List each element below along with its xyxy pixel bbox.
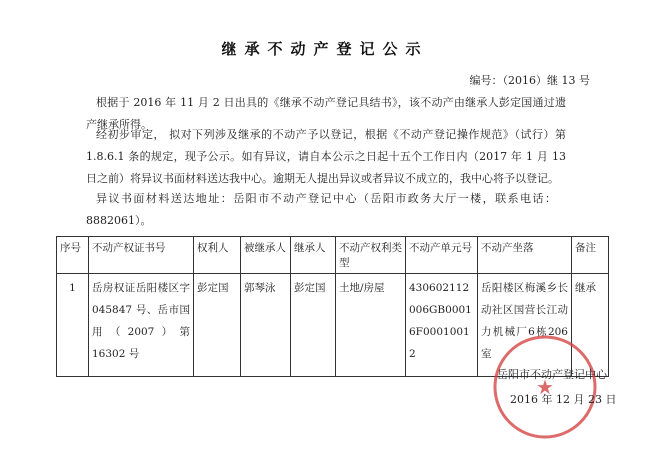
header-location: 不动产坐落 (478, 237, 572, 274)
paragraph-address: 异议书面材料送达地址：岳阳市不动产登记中心（岳阳市政务大厅一楼，联系电话：8882061）。 (86, 192, 556, 227)
cell-right-type: 土地/房屋 (336, 274, 406, 377)
cell-heir: 彭定国 (291, 274, 336, 377)
cell-cert-number: 岳房权证岳阳楼区字 045847 号、岳市国用（2007）第 16302 号 (89, 274, 194, 377)
seal-star: ★ (536, 375, 554, 399)
cell-unit-number: 430602112006GB00016F00010012 (406, 274, 478, 377)
page-title: 继承不动产登记公示 (221, 40, 429, 58)
document-number: 编号：（2016）继 13 号 (469, 74, 590, 87)
cell-remarks: 继承 (572, 274, 609, 377)
issue-date: 2016 年 12 月 23 日 (510, 393, 617, 406)
cell-right-holder: 彭定国 (194, 274, 241, 377)
header-unit-number: 不动产单元号 (406, 237, 478, 274)
header-right-type: 不动产权利类型 (336, 237, 406, 274)
header-index: 序号 (57, 237, 89, 274)
issuer-name: 岳阳市不动产登记中心 (497, 368, 607, 381)
header-decedent: 被继承人 (241, 237, 291, 274)
header-heir: 继承人 (291, 237, 336, 274)
header-cert-number: 不动产权证书号 (89, 237, 194, 274)
cell-decedent: 郭琴泳 (241, 274, 291, 377)
table-header-row (57, 237, 609, 274)
header-remarks: 备注 (572, 237, 609, 274)
cell-location: 岳阳楼区梅溪乡长动社区国营长江动力机械厂6栋206室 (478, 274, 572, 377)
paragraph-basis: 根据于 2016 年 11 月 2 日出具的《继承不动产登记具结书》，该不动产由继承人彭定国通过遗产继承所得。 (86, 96, 566, 131)
official-seal-icon (490, 332, 600, 442)
paragraph-review: 经初步审定， 拟对下列涉及继承的不动产予以登记，根据《不动产登记操作规范》（试行）第 1.8.6.1 条的规定，现予公示。如有异议，请自本公示之日起十五个工作日内（2017 年 1 月 13 日之前）将异议书面材料送达我中心。逾期无人提出异议或者异议不成立的，我中心将予以登记。 (86, 128, 566, 185)
header-right-holder: 权利人 (194, 237, 241, 274)
cell-index: 1 (57, 274, 89, 377)
